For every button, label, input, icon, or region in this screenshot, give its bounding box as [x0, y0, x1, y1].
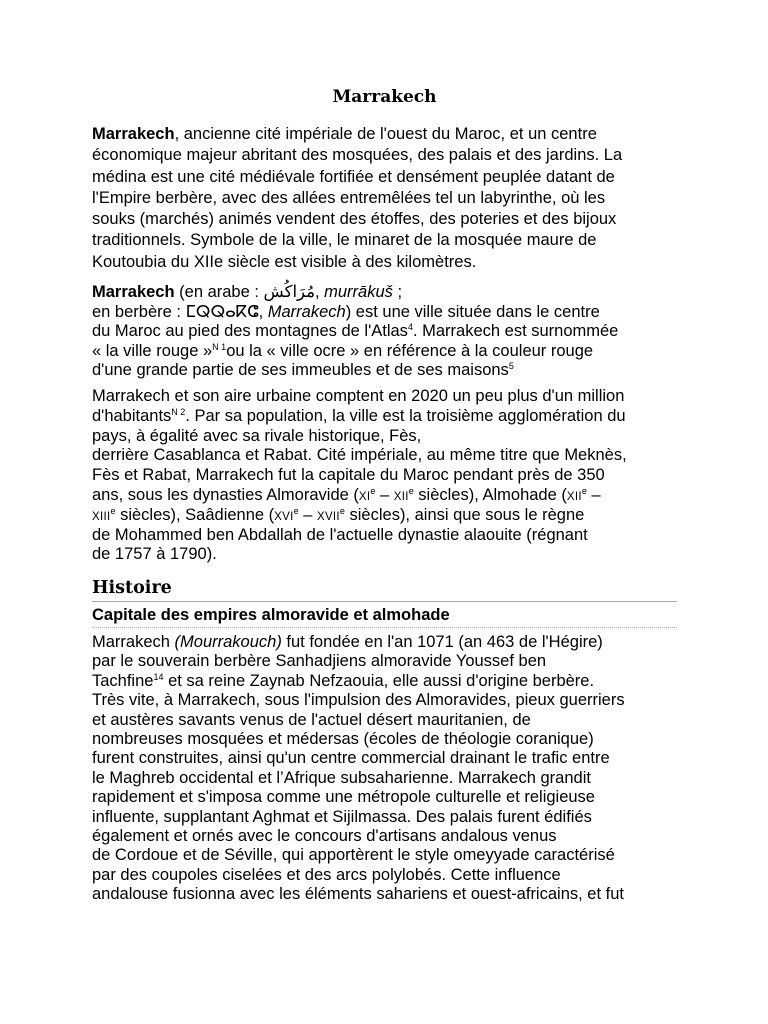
population-line-8: de Mohammed ben Abdallah de l'actuelle dynastie alaouite (régnant	[92, 525, 588, 544]
berber-latin-name: Marrakech	[267, 302, 346, 321]
intro-line-1: , ancienne cité impériale de l'ouest du Maroc, et un centre	[174, 125, 597, 143]
historic-name: (Mourrakouch)	[174, 633, 282, 651]
population-line-1: Marrakech et son aire urbaine comptent en 2020 un peu plus d'un million	[92, 387, 625, 405]
century-dash: –	[298, 505, 317, 524]
century-12: XII	[393, 490, 409, 503]
names-text: ou la « ville ocre » en référence à la couleur rouge	[226, 341, 594, 360]
names-subject: Marrakech	[92, 283, 175, 301]
century-suffix: e	[339, 505, 345, 516]
population-text: siècles), Almohade (	[413, 485, 567, 504]
arabic-name: مُرَاكُش	[263, 283, 315, 301]
arabic-transliteration: murrākuš	[324, 283, 393, 301]
names-text: (en arabe :	[174, 283, 264, 301]
population-text: ans, sous les dynasties Almoravide (	[92, 485, 359, 504]
population-text: siècles), Saâdienne (	[115, 505, 275, 524]
history-line-13: par des coupoles ciselées et des arcs polylobés. Cette influence	[92, 865, 561, 884]
century-suffix: e	[293, 505, 299, 516]
names-text: d'une grande partie de ses immeubles et de ses maisons	[92, 361, 509, 380]
century-suffix: e	[370, 485, 376, 496]
names-text: ;	[392, 283, 403, 301]
history-line-2: par le souverain berbère Sanhadjiens almoravide Youssef ben	[92, 652, 547, 671]
tifinagh-name: ⵎⵕⵕⴰⴽⵛ	[185, 302, 259, 321]
century-17: XVII	[316, 510, 340, 523]
names-text: ,	[258, 302, 268, 321]
history-line-9: rapidement et s'imposa comme une métropole culturelle et religieuse	[92, 788, 595, 807]
names-text: en berbère :	[92, 302, 186, 321]
century-dash: –	[586, 485, 601, 504]
names-text: du Maroc au pied des montagnes de l'Atlas	[92, 322, 408, 341]
population-text: siècles), ainsi que sous le règne	[344, 505, 585, 524]
population-text: . Par sa population, la ville est la troisième agglomération du	[185, 406, 626, 425]
history-text: et sa reine Zaynab Nefzaouia, elle aussi d'origine berbère.	[163, 671, 595, 690]
history-line-4: Très vite, à Marrakech, sous l'impulsion des Almoravides, pieux guerriers	[92, 691, 625, 710]
names-text: . Marrakech est surnommée	[412, 322, 619, 341]
history-text: Marrakech	[92, 633, 175, 651]
history-line-10: influente, supplantant Aghmat et Sijilmassa. Des palais furent édifiés	[92, 807, 592, 826]
population-paragraph	[92, 387, 692, 565]
intro-paragraph	[92, 124, 692, 273]
names-text: ,	[314, 283, 325, 301]
history-line-8: le Maghreb occidental et l’Afrique subsaharienne. Marrakech grandit	[92, 768, 591, 787]
history-line-5: et austères savants venus de l'actuel désert mauritanien, de	[92, 710, 531, 729]
intro-line-2: économique majeur abritant des mosquées, des palais et des jardins. La	[92, 146, 623, 165]
footnote-ref-4[interactable]: 4	[407, 322, 413, 333]
intro-line-7: Koutoubia du XIIe siècle est visible à des kilomètres.	[92, 252, 477, 271]
history-text: fut fondée en l'an 1071 (an 463 de l'Hégire)	[281, 633, 603, 651]
subsection-heading-empires: Capitale des empires almoravide et almohade	[92, 604, 677, 628]
history-line-6: nombreuses mosquées et médersas (écoles de théologie coranique)	[92, 729, 594, 748]
names-text: ) est une ville située dans le centre	[345, 302, 600, 321]
century-12: XII	[566, 490, 582, 503]
footnote-ref-14[interactable]: 14	[153, 671, 164, 682]
history-line-12: de Cordoue et de Séville, qui apportèrent le style omeyyade caractérisé	[92, 846, 615, 865]
intro-line-3: médina est une cité médiévale fortifiée et densément peuplée datant de	[92, 167, 615, 186]
names-paragraph	[92, 283, 692, 381]
note-ref-n1[interactable]: N 1	[212, 341, 227, 352]
history-line-14: andalouse fusionna avec les éléments sahariens et ouest-africains, et fut	[92, 885, 624, 904]
century-suffix: e	[110, 505, 116, 516]
names-text: « la ville rouge »	[92, 341, 213, 360]
history-line-7: furent construites, ainsi qu'un centre commercial drainant le trafic entre	[92, 749, 610, 768]
intro-line-6: traditionnels. Symbole de la ville, le minaret de la mosquée maure de	[92, 231, 597, 250]
intro-line-4: l'Empire berbère, avec des allées entremêlées tel un labyrinthe, où les	[92, 188, 606, 207]
population-text: d'habitants	[92, 406, 172, 425]
century-11: XI	[358, 490, 371, 503]
intro-subject: Marrakech	[92, 125, 175, 143]
note-ref-n2[interactable]: N 2	[171, 406, 186, 417]
century-13: XIII	[92, 510, 111, 523]
century-suffix: e	[408, 485, 414, 496]
population-line-5: Fès et Rabat, Marrakech fut la capitale du Maroc pendant près de 350	[92, 466, 605, 485]
population-line-4: derrière Casablanca et Rabat. Cité impériale, au même titre que Meknès,	[92, 446, 627, 465]
history-line-11: également et ornés avec le concours d'artisans andalous venus	[92, 826, 557, 845]
page-title: Marrakech	[332, 87, 437, 107]
population-line-3: pays, à égalité avec sa rivale historique, Fès,	[92, 426, 422, 445]
footnote-ref-5[interactable]: 5	[508, 361, 514, 372]
intro-line-5: souks (marchés) animés vendent des étoffes, des poteries et des bijoux	[92, 210, 617, 229]
century-suffix: e	[581, 485, 587, 496]
century-dash: –	[375, 485, 394, 504]
history-paragraph	[92, 633, 692, 904]
history-text: Tachfine	[92, 671, 154, 690]
population-line-9: de 1757 à 1790).	[92, 545, 217, 564]
section-heading-history: Histoire	[92, 576, 677, 602]
century-16: XVI	[274, 510, 294, 523]
